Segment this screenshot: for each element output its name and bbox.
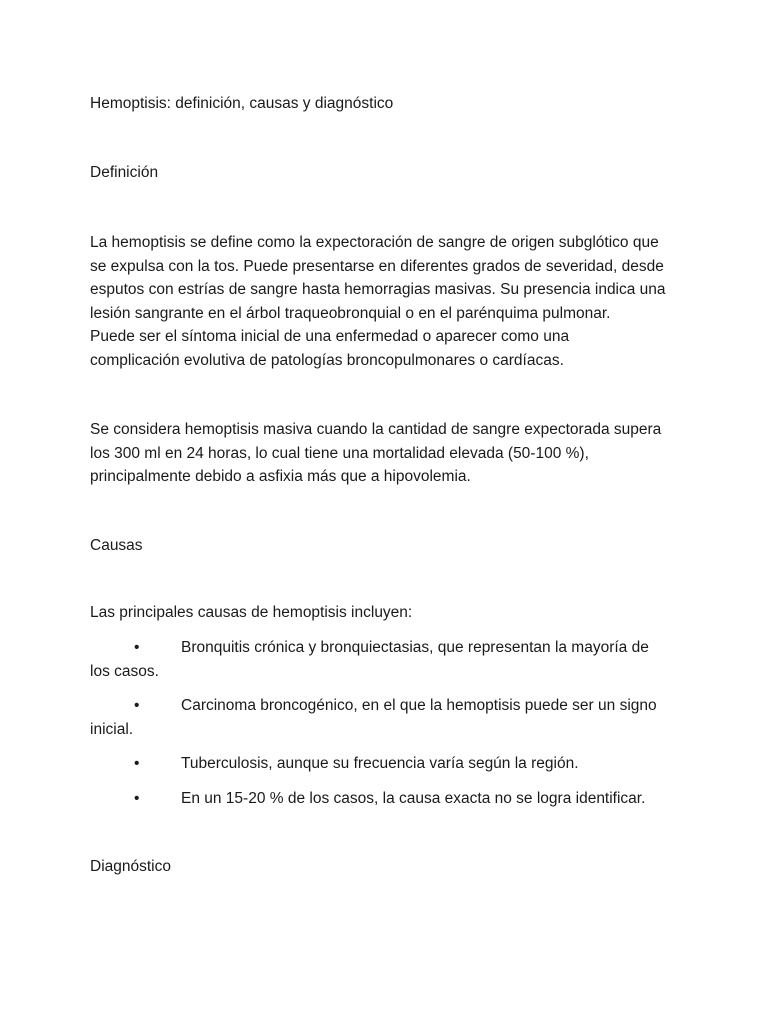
document-title: Hemoptisis: definición, causas y diagnóstico: [90, 95, 394, 112]
section-heading-causas: Causas: [90, 537, 143, 554]
paragraph-line: los 300 ml en 24 horas, lo cual tiene una mortalidad elevada (50-100 %),: [90, 444, 589, 462]
bullet-icon: •: [134, 790, 140, 807]
list-item: [90, 752, 690, 776]
list-item-continuation: los casos.: [90, 662, 159, 680]
paragraph-line: Se considera hemoptisis masiva cuando la cantidad de sangre expectorada supera: [90, 421, 662, 438]
paragraph-line: complicación evolutiva de patologías broncopulmonares o cardíacas.: [90, 351, 564, 369]
bullet-icon: •: [134, 755, 140, 772]
list-item: [90, 787, 690, 811]
section-heading-definicion: Definición: [90, 164, 159, 181]
causas-intro: Las principales causas de hemoptisis incluyen:: [90, 604, 413, 621]
paragraph-line: se expulsa con la tos. Puede presentarse en diferentes grados de severidad, desde: [90, 257, 664, 275]
paragraph-line: Puede ser el síntoma inicial de una enfermedad o aparecer como una: [90, 328, 570, 346]
list-item: [90, 636, 690, 683]
paragraph-definicion-2: [90, 418, 690, 489]
paragraph-line: La hemoptisis se define como la expectoración de sangre de origen subglótico que: [90, 234, 659, 251]
paragraph-line: esputos con estrías de sangre hasta hemorragias masivas. Su presencia indica una: [90, 281, 666, 299]
list-item-text: En un 15-20 % de los casos, la causa exacta no se logra identificar.: [181, 790, 646, 807]
list-item: [90, 694, 690, 741]
section-heading-diagnostico: Diagnóstico: [90, 858, 171, 875]
paragraph-line: principalmente debido a asfixia más que a hipovolemia.: [90, 468, 471, 486]
list-item-continuation: inicial.: [90, 720, 134, 738]
paragraph-definicion-1: [90, 231, 690, 373]
bullet-icon: •: [134, 697, 140, 714]
list-item-text: Carcinoma broncogénico, en el que la hemoptisis puede ser un signo: [181, 697, 657, 714]
bullet-icon: •: [134, 639, 140, 656]
list-item-text: Bronquitis crónica y bronquiectasias, que representan la mayoría de: [181, 639, 649, 656]
list-item-text: Tuberculosis, aunque su frecuencia varía según la región.: [181, 755, 579, 772]
paragraph-line: lesión sangrante en el árbol traqueobronquial o en el parénquima pulmonar.: [90, 304, 611, 322]
